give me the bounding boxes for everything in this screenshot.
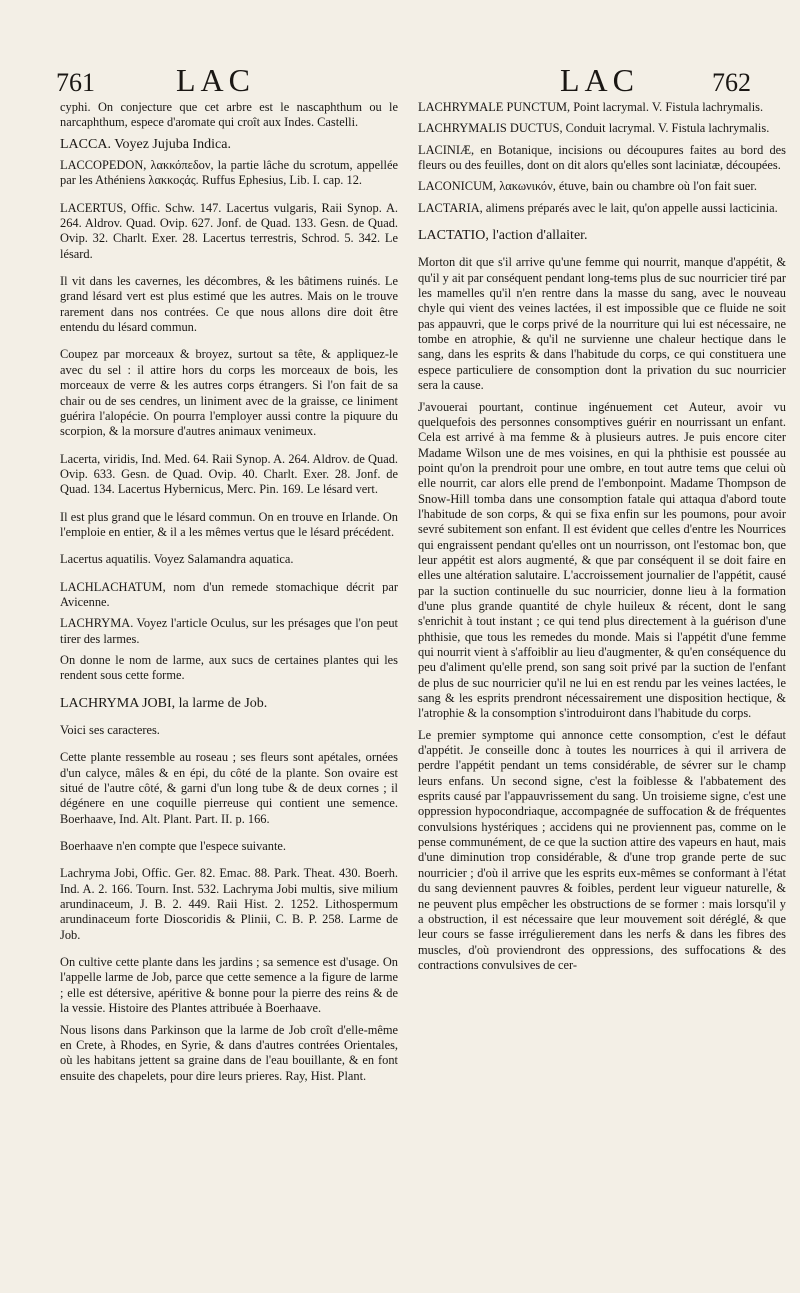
paragraph-plant-description: Cette plante ressemble au roseau ; ses fleurs sont apétales, ornées d'un calyce, mâles & en épi, du côté de la plante. Son ovaire est situé de l'autre côté, & garni d'un long tube & de deux cornes ; il dégénere en une coquille pierreuse qui contient une semence. Boerhaave, Ind. Alt. Plant. Part. II. p. 166. <box>60 750 398 826</box>
paragraph-premier-symptome: Le premier symptome qui annonce cette consomption, c'est le défaut d'appétit. Je conseille donc à toutes les nourrices à qui il arrivera de perdre l'appétit pendant un tems considérable, de sévrer sur le champ leurs enfans. Un second signe, c'est la foiblesse & l'abbatement des esprits causé par l'appauvrissement du sang. Un troisieme signe, c'est une oppression hypocondriaque, accompagnée de suffocation & de fréquentes convulsions hystériques ; accidens qui ne proviennent pas, comme on le pense communément, de ce que la suction attire des vapeurs en haut, mais d'une diminution trop considérable, & d'une trop grande perte de suc nourricier ; d'où il arrive que les esprits eux-mêmes se conformant à l'état du sang deviennent pauvres & foibles, perdent leur vigueur naturelle, & ne peuvent plus empêcher les obstructions de se former : mais lorsqu'il y a obstruction, il est nécessaire que leur mouvement soit déréglé, & que leur cours se fasse irrégulierement dans les nerfs & dans les fibres des muscles, d'où proviendront des oppressions, des suffocations & des contractions convulsives de cer- <box>418 727 786 972</box>
entry-lachrymale-punctum: LACHRYMALE PUNCTUM, Point lacrymal. V. Fistula lachrymalis. <box>418 100 764 114</box>
entry-lactatio: LACTATIO, l'action d'allaiter. <box>418 228 588 244</box>
paragraph-lacertus-habitat: Il vit dans les cavernes, les décombres, & les bâtimens ruinés. Le grand lésard vert est plus estimé que les autres. Mais on le trouve rarement dans nos contrées. Ce que nous allons dire doit être entendu du lésard commun. <box>60 274 398 335</box>
entry-lacca: LACCA. Voyez Jujuba Indica. <box>60 136 231 152</box>
paragraph-avouerai: J'avouerai pourtant, continue ingénuement cet Auteur, avoir vu quelquefois des personnes consomptives guérir en nourrissant un enfant. Cela est arrivé à ma femme & à plusieurs autres. Je puis encore citer Madame Wilson une de mes voisines, en qui la phthisie est poussée au point qu'on la prendroit pour une ombre, en tout autre tems que celui où elle nourrit, car alors elle prend de l'embonpoint. Madame Thompson de Snow-Hill tomba dans une consomption fatale qui attaqua d'abord toute l'habitude de son corps, & qui se fixa enfin sur les poumons, pour avoir sevré subitement son enfant. Il est évident que celles d'entre les Nourrices qui engraissent pendant qu'elles ont un nourrisson, ont l'estomac bon, que leur appétit est alors augmenté, & que par conséquent il se doit faire en elles une altération salutaire. L'accroissement journalier de l'appétit, causé par la suction continuelle du suc nourricier, donne lieu à la formation d'une plus grande quantité de chyle huileux & récent, dont le sang s'enrichit à tout instant ; ce qui tend plus directement à la guérison d'une phthisie, que tous les remedes du monde. Mais si l'appétit d'une femme qui nourrit vient à s'affoiblir au lieu d'augmenter, & qu'en conséquence du peu d'aliment qu'elle prend, son sang soit privé par la suction de l'enfant de plus de suc nourricier qu'il ne lui en est rendu par les veines lactées, le sang & les esprits prendront nécessairement une disposition hectique, & l'atrophie & la consomption s'introduiront dans l'habitude du corps. <box>418 399 786 721</box>
paragraph-lacertus-usage: Coupez par morceaux & broyez, surtout sa tête, & appliquez-le avec du sel : il attire hors du corps les morceaux de bois, les morceaux de verre & les autres corps étrangers. Si l'on fait de sa chair ou de ses cendres, un liniment avec de la graisse, ce liniment guérira l'alopécie. On pourra l'employer aussi contre la piquure du scorpion, & la morsure d'autres animaux venimeux. <box>60 347 398 439</box>
entry-laccopedon: LACCOPEDON, λακκόπεδον, la partie lâche du scrotum, appellée par les Athéniens λακκοςάς. Ruffus Ephesius, Lib. I. cap. 12. <box>60 158 398 188</box>
paragraph-caracteres: Voici ses caracteres. <box>60 723 160 737</box>
entry-lachryma-jobi: LACHRYMA JOBI, la larme de Job. <box>60 695 268 711</box>
entry-laciniae: LACINIÆ, en Botanique, incisions ou découpures faites au bord des fleurs ou des feuilles, dont on dit alors qu'elles sont laciniatæ, découpées. <box>418 142 786 173</box>
entry-lachlachatum: LACHLACHATUM, nom d'un remede stomachique décrit par Avicenne. <box>60 579 398 609</box>
entry-lacerta-viridis: Lacerta, viridis, Ind. Med. 64. Raii Synop. A. 264. Aldrov. de Quad. Ovip. 633. Gesn. de Quad. Ovip. 40. Charlt. Exer. 28. Jonf. de Quad. 134. Lacertus Hybernicus, Merc. Pin. 169. Le lésard vert. <box>60 451 398 497</box>
left-column <box>60 100 398 1090</box>
paragraph-lacerta-viridis: Il est plus grand que le lésard commun. On en trouve en Irlande. On l'emploie en entier, & il a les mêmes vertus que le lésard précédent. <box>60 509 398 539</box>
entry-lachryma-jobi-synonyms: Lachryma Jobi, Offic. Ger. 82. Emac. 88. Park. Theat. 430. Boerh. Ind. A. 2. 166. Tourn. Inst. 532. Lachryma Jobi multis, sive milium arundinaceum, J. B. 2. 449. Raii Hist. 2. 1252. Lithospermum arundinaceum forte Dioscoridis & Plinii, C. B. P. 258. Larme de Job. <box>60 866 398 942</box>
right-column <box>418 100 786 979</box>
entry-lacertus: LACERTUS, Offic. Schw. 147. Lacertus vulgaris, Raii Synop. A. 264. Aldrov. Quad. Ovip. 627. Jonf. de Quad. 133. Gesn. de Quad. Ovip. 32. Charlt. Exer. 28. Lacertus terrestris, Schrod. 5. 342. Le lésard. <box>60 200 398 261</box>
paragraph-cultivation: On cultive cette plante dans les jardins ; sa semence est d'usage. On l'appelle larme de Job, parce que cette semence a la figure de larme ; elle est détersive, apéritive & bonne pour la pierre des reins & de la vessie. Histoire des Plantes attribuée à Boerhaave. <box>60 955 398 1016</box>
paragraph-morton: Morton dit que s'il arrive qu'une femme qui nourrit, manque d'appétit, & qu'il y ait par conséquent pendant long-tems plus de suc nourricier tiré par les mamelles qu'il n'en rentre dans la masse du sang, avec le nouveau chyle qui vient des veines lactées, il est impossible que ce fluide ne soit pas appauvri, que le corps privé de la nourriture qui lui est nécessaire, ne tombe en atrophie, & qu'il ne survienne une chaleur hectique dans le sang, dans les esprits & dans l'habitude du corps, ce qui constituera une espece particuliere de consomption dont la privation du suc nourricier sera la cause. <box>418 255 786 393</box>
right-page-number: 762 <box>712 68 751 97</box>
entry-lachryma: LACHRYMA. Voyez l'article Oculus, sur les présages que l'on peut tirer des larmes. <box>60 616 398 646</box>
paragraph-parkinson: Nous lisons dans Parkinson que la larme de Job croît d'elle-même en Crete, à Rhodes, en Syrie, & dans d'autres contrées Orientales, où les habitans jettent sa graine dans de l'eau bouillante, & en font ensuite des chapelets, pour dire leurs prieres. Ray, Hist. Plant. <box>60 1022 398 1083</box>
entry-laconicum: LACONICUM, λακωνικόν, étuve, bain ou chambre où l'on fait suer. <box>418 179 757 194</box>
paragraph-boerhaave-species: Boerhaave n'en compte que l'espece suivante. <box>60 839 287 854</box>
left-page-number: 761 <box>56 68 95 97</box>
entry-lachrymalis-ductus: LACHRYMALIS DUCTUS, Conduit lacrymal. V. Fistula lachrymalis. <box>418 121 770 136</box>
right-running-title: LAC <box>560 62 639 98</box>
paragraph-larme: On donne le nom de larme, aux sucs de certaines plantes qui les rendent sous cette forme. <box>60 652 398 683</box>
left-running-title: LAC <box>176 62 255 98</box>
entry-lactaria: LACTARIA, alimens préparés avec le lait, qu'on appelle aussi lacticinia. <box>418 200 778 215</box>
paragraph-cyphi: cyphi. On conjecture que cet arbre est le nascaphthum ou le narcaphthum, espece d'aromate qui croît aux Indes. Castelli. <box>60 100 398 130</box>
entry-lacertus-aquatilis: Lacertus aquatilis. Voyez Salamandra aquatica. <box>60 552 294 567</box>
